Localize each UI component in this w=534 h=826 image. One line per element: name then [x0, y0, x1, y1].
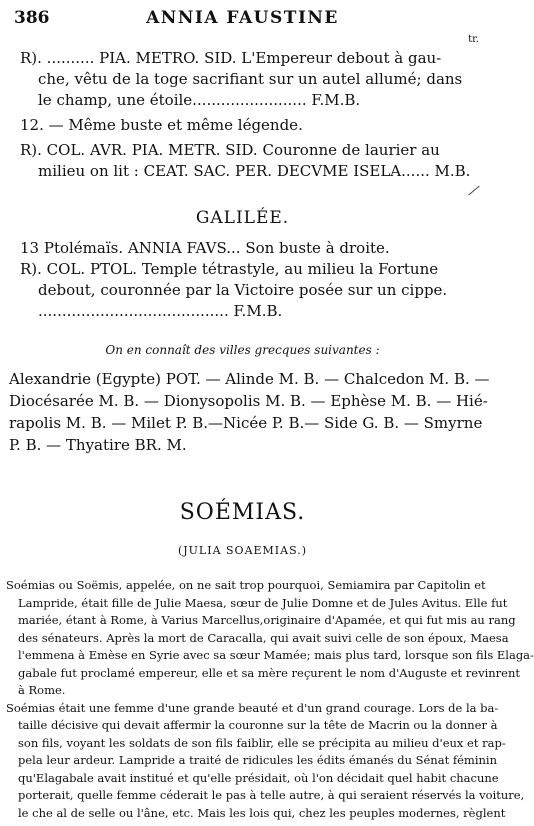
greek-cities-list [9, 368, 490, 456]
bio-line: son fils, voyant les soldats de son fils faiblir, elle se précipita au milieu d'eux et rap- [18, 735, 506, 750]
entry-line: ........................................ F.M.B. [38, 302, 283, 320]
bio-line: Soémias ou Soëmis, appelée, on ne sait trop pourquoi, Semiamira par Capitolin et [6, 578, 486, 592]
entry-line: R). .......... PIA. METRO. SID. L'Empereur debout à gau- [20, 49, 442, 67]
bio-line: gabale fut proclamé empereur, elle et sa mère reçurent le nom d'Auguste et revinrent [18, 665, 521, 680]
bio-line: l'emmena à Emèse en Syrie avec sa sœur Mamée; mais plus tard, lorsque son fils Elaga- [18, 648, 534, 662]
entry-line: 13 Ptolémaïs. ANNIA FAVS... Son buste à droite. [20, 239, 390, 257]
bio-line: Lampride, était fille de Julie Maesa, sœur de Julie Domne et de Jules Avitus. Elle fut [18, 595, 508, 610]
bio-line: mariée, étant à Rome, à Varius Marcellus,originaire d'Apamée, et qui fut mis au rang [18, 613, 516, 627]
entry-line: debout, couronnée par la Victoire posée sur un cippe. [38, 281, 448, 299]
cities-line: Alexandrie (Egypte) POT. — Alinde M. B. — Chalcedon M. B. — [9, 370, 490, 388]
cities-line: rapolis M. B. — Milet P. B.—Nicée P. B.— Side G. B. — Smyrne [9, 414, 483, 432]
coin-entry-reverse-sid [20, 48, 463, 111]
bio-line: taille décisive qui devait affermir la couronne sur la tête de Macrin ou la donner à [18, 718, 498, 732]
bio-line: porterait, quelle femme céderait le pas à telle autre, à qui seraient réservés la voiture, [18, 788, 525, 802]
entry-line: R). COL. PTOL. Temple tétrastyle, au milieu la Fortune [20, 260, 439, 278]
running-title: ANNIA FAUSTINE [146, 8, 339, 28]
bio-line: qu'Elagabale avait institué et qu'elle présidait, où l'on décidait quel habit chacune [18, 770, 499, 785]
greek-cities-note: On en connaît des villes grecques suivantes : [105, 343, 380, 357]
margin-note: tr. [468, 34, 479, 45]
coin-entry-13-ptolemais [20, 238, 448, 322]
section-title-soemias: SOÉMIAS. [179, 500, 306, 525]
bio-line: à Rome. [18, 683, 66, 697]
bio-line: pela leur ardeur. Lampride a traité de ridicules les édits émanés du Sénat féminin [18, 753, 497, 767]
bio-line: des sénateurs. Après la mort de Caracalla, qui avait suivi celle de son époux, Maesa [18, 630, 509, 645]
soemias-biography [6, 577, 534, 822]
bio-line: le che al de selle ou l'âne, etc. Mais les lois qui, chez les peuples modernes, règlent [18, 805, 506, 820]
page-number: 386 [14, 8, 50, 28]
entry-line: R). COL. AVR. PIA. METR. SID. Couronne de laurier au [20, 141, 440, 159]
coin-entry-reverse-col-avr [20, 140, 471, 182]
bio-line: Soémias était une femme d'une grande beauté et d'un grand courage. Lors de la ba- [6, 700, 499, 715]
margin-stroke [468, 186, 479, 196]
section-subtitle-soemias: (JULIA SOAEMIAS.) [177, 544, 308, 557]
coin-entry-12 [20, 115, 440, 136]
entry-line: 12. — Même buste et même légende. [20, 116, 303, 134]
entry-line: milieu on lit : CEAT. SAC. PER. DECVME ISELA...... M.B. [38, 162, 471, 180]
entry-line: le champ, une étoile........................ F.M.B. [38, 91, 361, 109]
cities-line: P. B. — Thyatire BR. M. [9, 436, 187, 454]
section-title-galilee: GALILÉE. [195, 208, 290, 228]
entry-line: che, vêtu de la toge sacrifiant sur un autel allumé; dans [38, 70, 463, 88]
cities-line: Diocésarée M. B. — Dionysopolis M. B. — Ephèse M. B. — Hié- [9, 392, 488, 410]
